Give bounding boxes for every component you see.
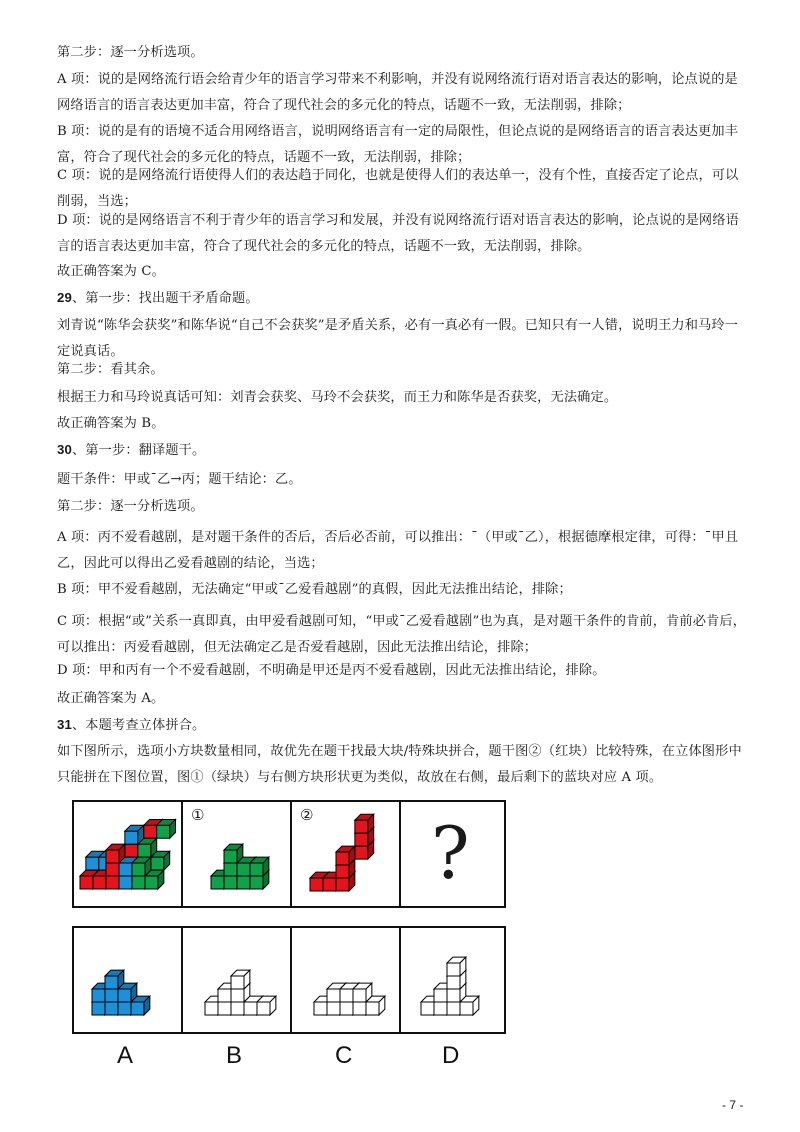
option-c-label: C (335, 1042, 353, 1069)
question-mark: ? (431, 811, 470, 895)
cube-front-face (447, 989, 460, 1002)
cube-front-face (447, 1002, 460, 1015)
q31-intro (57, 712, 747, 739)
piece-1-cell (183, 802, 292, 906)
cube-front-face (92, 989, 105, 1002)
cube-front-face (237, 876, 250, 889)
option-a-cell[interactable] (74, 928, 183, 1032)
option-a-analysis: A 项：说的是网络流行语会给青少年的语言学习带来不利影响，并没有说网络流行语对语言表达的影响，论点说的是网络语言的语言表达更加丰富，符合了现代社会的多元化的特点，话题不一致，无法削弱，排除； (57, 72, 738, 113)
piece-2-cell (292, 802, 401, 906)
cube-front-face (353, 989, 366, 1002)
cube-front-face (92, 1002, 105, 1015)
cube-front-face (224, 850, 237, 863)
q29-number: 29 (57, 290, 72, 305)
assembled-solid-image (74, 802, 181, 906)
option-d-analysis: D 项：说的是网络语言不利于青少年的语言学习和发展，并没有说网络流行语对语言表达的影响，论点说的是网络语言的语言表达更加丰富，符合了现代社会的多元化的特点，话题不一致，无法削弱，排除。 (57, 213, 739, 254)
q30-step-one (57, 437, 747, 464)
option-c-analysis: C 项：说的是网络流行语使得人们的表达趋于同化，也就是使得人们的表达单一，没有个性，直接否定了论点，可以削弱，当选； (57, 168, 739, 209)
q30-option-d: D 项：甲和丙有一个不爱看越剧，不明确是甲还是丙不爱看越剧，因此无法推出结论，排除。 (57, 663, 606, 678)
q31-intro-text: 、本题考查立体拼合。 (71, 718, 206, 733)
cube-front-face (336, 865, 349, 878)
cube-front-face (336, 852, 349, 865)
cube-front-face (106, 850, 119, 863)
cube-front-face (314, 1002, 327, 1015)
page-number: - 7 - (722, 1098, 744, 1112)
q29-step-two: 第二步：看其余。 (57, 362, 164, 377)
q30-step-one-text: 、第一步：翻译题干。 (71, 443, 206, 458)
cube-front-face (105, 976, 118, 989)
cube-front-face (323, 878, 336, 891)
option-d-label: D (442, 1042, 460, 1069)
cube-front-face (105, 989, 118, 1002)
cube-front-face (131, 1002, 144, 1015)
cube-front-face (231, 976, 244, 989)
option-d-cell[interactable] (401, 928, 506, 1032)
cube-front-face (231, 1002, 244, 1015)
piece-2-red-image (292, 802, 399, 906)
cube-front-face (151, 857, 164, 870)
answer-30: 故正确答案为 A。 (57, 691, 165, 706)
assembled-solid-cell (74, 802, 183, 906)
cube-front-face (355, 833, 368, 846)
cube-front-face (237, 863, 250, 876)
cube-front-face (93, 876, 106, 889)
cube-front-face (434, 1002, 447, 1015)
cube-front-face (105, 1002, 118, 1015)
cube-front-face (119, 876, 132, 889)
cube-front-face (145, 876, 158, 889)
option-d-image (401, 928, 504, 1032)
cube-front-face (327, 989, 340, 1002)
cube-front-face (340, 1002, 353, 1015)
options-row (72, 926, 506, 1034)
cube-front-face (132, 876, 145, 889)
q29-step-one-text: 、第一步：找出题干矛盾命题。 (71, 291, 259, 306)
piece-2-number: ② (300, 806, 314, 824)
answer-29: 故正确答案为 B。 (57, 416, 165, 431)
option-a-label: A (117, 1042, 134, 1069)
cube-front-face (336, 878, 349, 891)
option-b-analysis: B 项：说的是有的语境不适合用网络语言，说明网络语言有一定的局限性，但论点说的是网络语言的语言表达更加丰富，符合了现代社会的多元化的特点，话题不一致，无法削弱，排除； (57, 124, 739, 165)
piece-1-green-image (183, 802, 290, 906)
cube-front-face (211, 876, 224, 889)
cube-front-face (434, 989, 447, 1002)
cube-front-face (327, 1002, 340, 1015)
q30-number: 30 (57, 442, 72, 457)
cube-front-face (355, 820, 368, 833)
cube-front-face (119, 863, 132, 876)
cube-front-face (218, 1002, 231, 1015)
cube-front-face (106, 863, 119, 876)
cube-front-face (447, 963, 460, 976)
cube-front-face (144, 825, 157, 838)
cube-front-face (366, 1002, 379, 1015)
option-b-cell[interactable] (183, 928, 292, 1032)
cube-front-face (310, 878, 323, 891)
q31-explanation: 如下图所示，选项小方块数量相同，故优先在题干找最大块/特殊块拼合，题干图②（红块）比较特殊，在立体图形中只能拼在下图位置，图①（绿块）与右侧方块形状更为类似，故放在右侧，最后剩下的蓝块对应 A 项。 (57, 744, 742, 785)
cube-front-face (224, 863, 237, 876)
cube-front-face (86, 857, 99, 870)
option-a-blue-image (74, 928, 181, 1032)
cube-front-face (125, 831, 138, 844)
cube-front-face (231, 989, 244, 1002)
piece-1-number: ① (191, 806, 205, 824)
cube-front-face (355, 846, 368, 859)
option-b-image (183, 928, 290, 1032)
cube-front-face (125, 844, 138, 857)
cube-front-face (353, 1002, 366, 1015)
option-c-image (292, 928, 399, 1032)
q30-option-a: A 项：丙不爱看越剧，是对题干条件的否后，否后必否前，可以推出：¯（甲或¯乙），根据德摩根定律，可得：¯甲且乙，因此可以得出乙爱看越剧的结论，当选； (57, 530, 739, 571)
cube-front-face (250, 863, 263, 876)
q30-option-b: B 项：甲不爱看越剧，无法确定“甲或¯乙爱看越剧”的真假，因此无法推出结论，排除； (57, 582, 572, 597)
cube-front-face (80, 876, 93, 889)
cube-front-face (118, 989, 131, 1002)
cube-front-face (218, 989, 231, 1002)
q29-analysis: 刘青说“陈华会获奖”和陈华说“自己不会获奖”是矛盾关系，必有一真必有一假。已知只有一人错，说明王力和马玲一定说真话。 (57, 318, 739, 359)
q31-number: 31 (57, 717, 72, 732)
option-c-cell[interactable] (292, 928, 401, 1032)
cube-front-face (205, 1002, 218, 1015)
missing-piece-cell (401, 802, 506, 906)
question-row (72, 800, 506, 908)
step-two-heading: 第二步：逐一分析选项。 (57, 45, 204, 60)
q29-step-one (57, 285, 747, 312)
cube-front-face (460, 1002, 473, 1015)
cube-front-face (421, 1002, 434, 1015)
cube-front-face (132, 863, 145, 876)
answer-28: 故正确答案为 C。 (57, 264, 165, 279)
cube-front-face (250, 876, 263, 889)
cube-front-face (244, 1002, 257, 1015)
cube-front-face (447, 976, 460, 989)
cube-front-face (224, 876, 237, 889)
cube-front-face (157, 825, 170, 838)
q29-conclusion: 根据王力和马玲说真话可知：刘青会获奖、马玲不会获奖，而王力和陈华是否获奖，无法确定。 (57, 390, 618, 405)
option-b-label: B (226, 1042, 243, 1069)
cube-front-face (257, 1002, 270, 1015)
cube-front-face (106, 876, 119, 889)
q30-conditions: 题干条件：甲或¯乙→丙；题干结论：乙。 (57, 472, 302, 487)
q30-step-two: 第二步：逐一分析选项。 (57, 499, 204, 514)
cube-front-face (138, 844, 151, 857)
cube-front-face (340, 989, 353, 1002)
q30-option-c: C 项：根据“或”关系一真即真，由甲爱看越剧可知，“甲或¯乙爱看越剧”也为真，是对题干条件的肯前，肯前必肯后，可以推出：丙爱看越剧，但无法确定乙是否爱看越剧，因此无法推出结论，排除； (57, 614, 747, 655)
cube-front-face (118, 1002, 131, 1015)
